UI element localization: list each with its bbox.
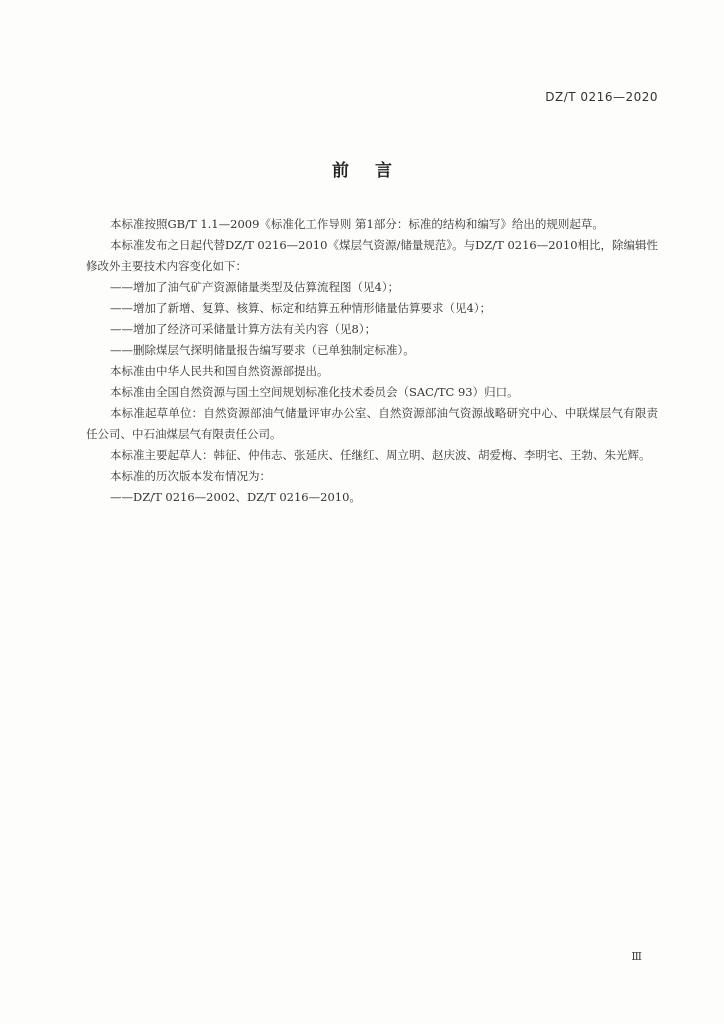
history-item: ——DZ/T 0216—2002、DZ/T 0216—2010。 bbox=[110, 490, 361, 504]
page-title: 前言 bbox=[332, 161, 418, 181]
paragraph-drafting-units: 本标准起草单位：自然资源部油气储量评审办公室、自然资源部油气资源战略研究中心、中联煤层气有限责任公司、中石油煤层气有限责任公司。 bbox=[86, 406, 658, 441]
page-number: Ⅲ bbox=[631, 950, 642, 963]
change-item: ——增加了油气矿产资源储量类型及估算流程图（见4）； bbox=[110, 280, 400, 294]
standard-code: DZ/T 0216—2020 bbox=[545, 90, 658, 104]
change-item: ——增加了新增、复算、核算、标定和结算五种情形储量估算要求（见4）； bbox=[110, 301, 492, 315]
change-item: ——增加了经济可采储量计算方法有关内容（见8）； bbox=[110, 322, 377, 336]
change-item: ——删除煤层气探明储量报告编写要求（已单独制定标准）。 bbox=[110, 343, 415, 357]
paragraph-proposer: 本标准由中华人民共和国自然资源部提出。 bbox=[110, 364, 329, 378]
paragraph-history-intro: 本标准的历次版本发布情况为： bbox=[110, 469, 271, 483]
paragraph-drafting-rules: 本标准按照GB/T 1.1—2009《标准化工作导则 第1部分：标准的结构和编写》给出的规则起草。 bbox=[110, 217, 604, 231]
paragraph-replacement: 本标准发布之日起代替DZ/T 0216—2010《煤层气资源/储量规范》。与DZ/T 0216—2010相比，除编辑性修改外主要技术内容变化如下： bbox=[86, 238, 659, 273]
paragraph-administrator: 本标准由全国自然资源与国土空间规划标准化技术委员会（SAC/TC 93）归口。 bbox=[110, 385, 519, 399]
document-body bbox=[86, 214, 658, 508]
paragraph-drafters: 本标准主要起草人：韩征、仲伟志、张延庆、任继红、周立明、赵庆波、胡爱梅、李明宅、王勃、朱光辉。 bbox=[110, 448, 651, 462]
